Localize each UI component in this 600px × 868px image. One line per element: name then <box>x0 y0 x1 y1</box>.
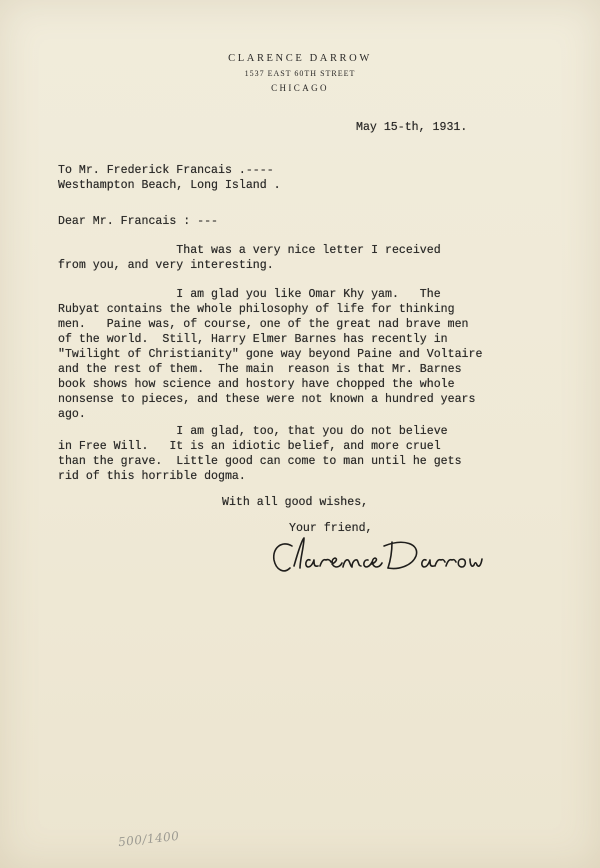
body-line: ago. <box>58 408 86 421</box>
recipient-line-2: Westhampton Beach, Long Island . <box>58 179 281 192</box>
body-line: from you, and very interesting. <box>58 259 274 272</box>
letter-date: May 15-th, 1931. <box>356 121 468 134</box>
salutation: Dear Mr. Francais : --- <box>58 215 219 228</box>
body-line: book shows how science and hostory have chopped the whole <box>58 378 455 391</box>
body-line: I am glad you like Omar Khy yam. The <box>58 288 441 301</box>
pencil-note: 500/1400 <box>117 828 181 850</box>
body-line: Rubyat contains the whole philosophy of life for thinking <box>58 303 455 316</box>
letterhead-city: CHICAGO <box>271 83 329 93</box>
body-line: rid of this horrible dogma. <box>58 470 246 483</box>
body-line: than the grave. Little good can come to man until he gets <box>58 455 462 468</box>
body-line: of the world. Still, Harry Elmer Barnes has recently in <box>58 333 448 346</box>
body-line: That was a very nice letter I received <box>58 244 441 257</box>
body-line: in Free Will. It is an idiotic belief, and more cruel <box>58 440 441 453</box>
closing-line-1: With all good wishes, <box>222 496 369 509</box>
recipient-line-1: To Mr. Frederick Francais .---- <box>58 164 274 177</box>
letterhead-name: CLARENCE DARROW <box>228 53 372 64</box>
handwritten-signature <box>268 532 488 582</box>
body-line: "Twilight of Christianity" gone way beyond Paine and Voltaire <box>58 348 483 361</box>
body-line: I am glad, too, that you do not believe <box>58 425 448 438</box>
body-line: men. Paine was, of course, one of the great nad brave men <box>58 318 469 331</box>
letterhead <box>200 52 400 94</box>
letterhead-street: 1537 EAST 60TH STREET <box>244 69 356 78</box>
body-line: and the rest of them. The main reason is that Mr. Barnes <box>58 363 462 376</box>
body-line: nonsense to pieces, and these were not known a hundred years <box>58 393 476 406</box>
closing-line-2: Your friend, <box>289 522 373 535</box>
